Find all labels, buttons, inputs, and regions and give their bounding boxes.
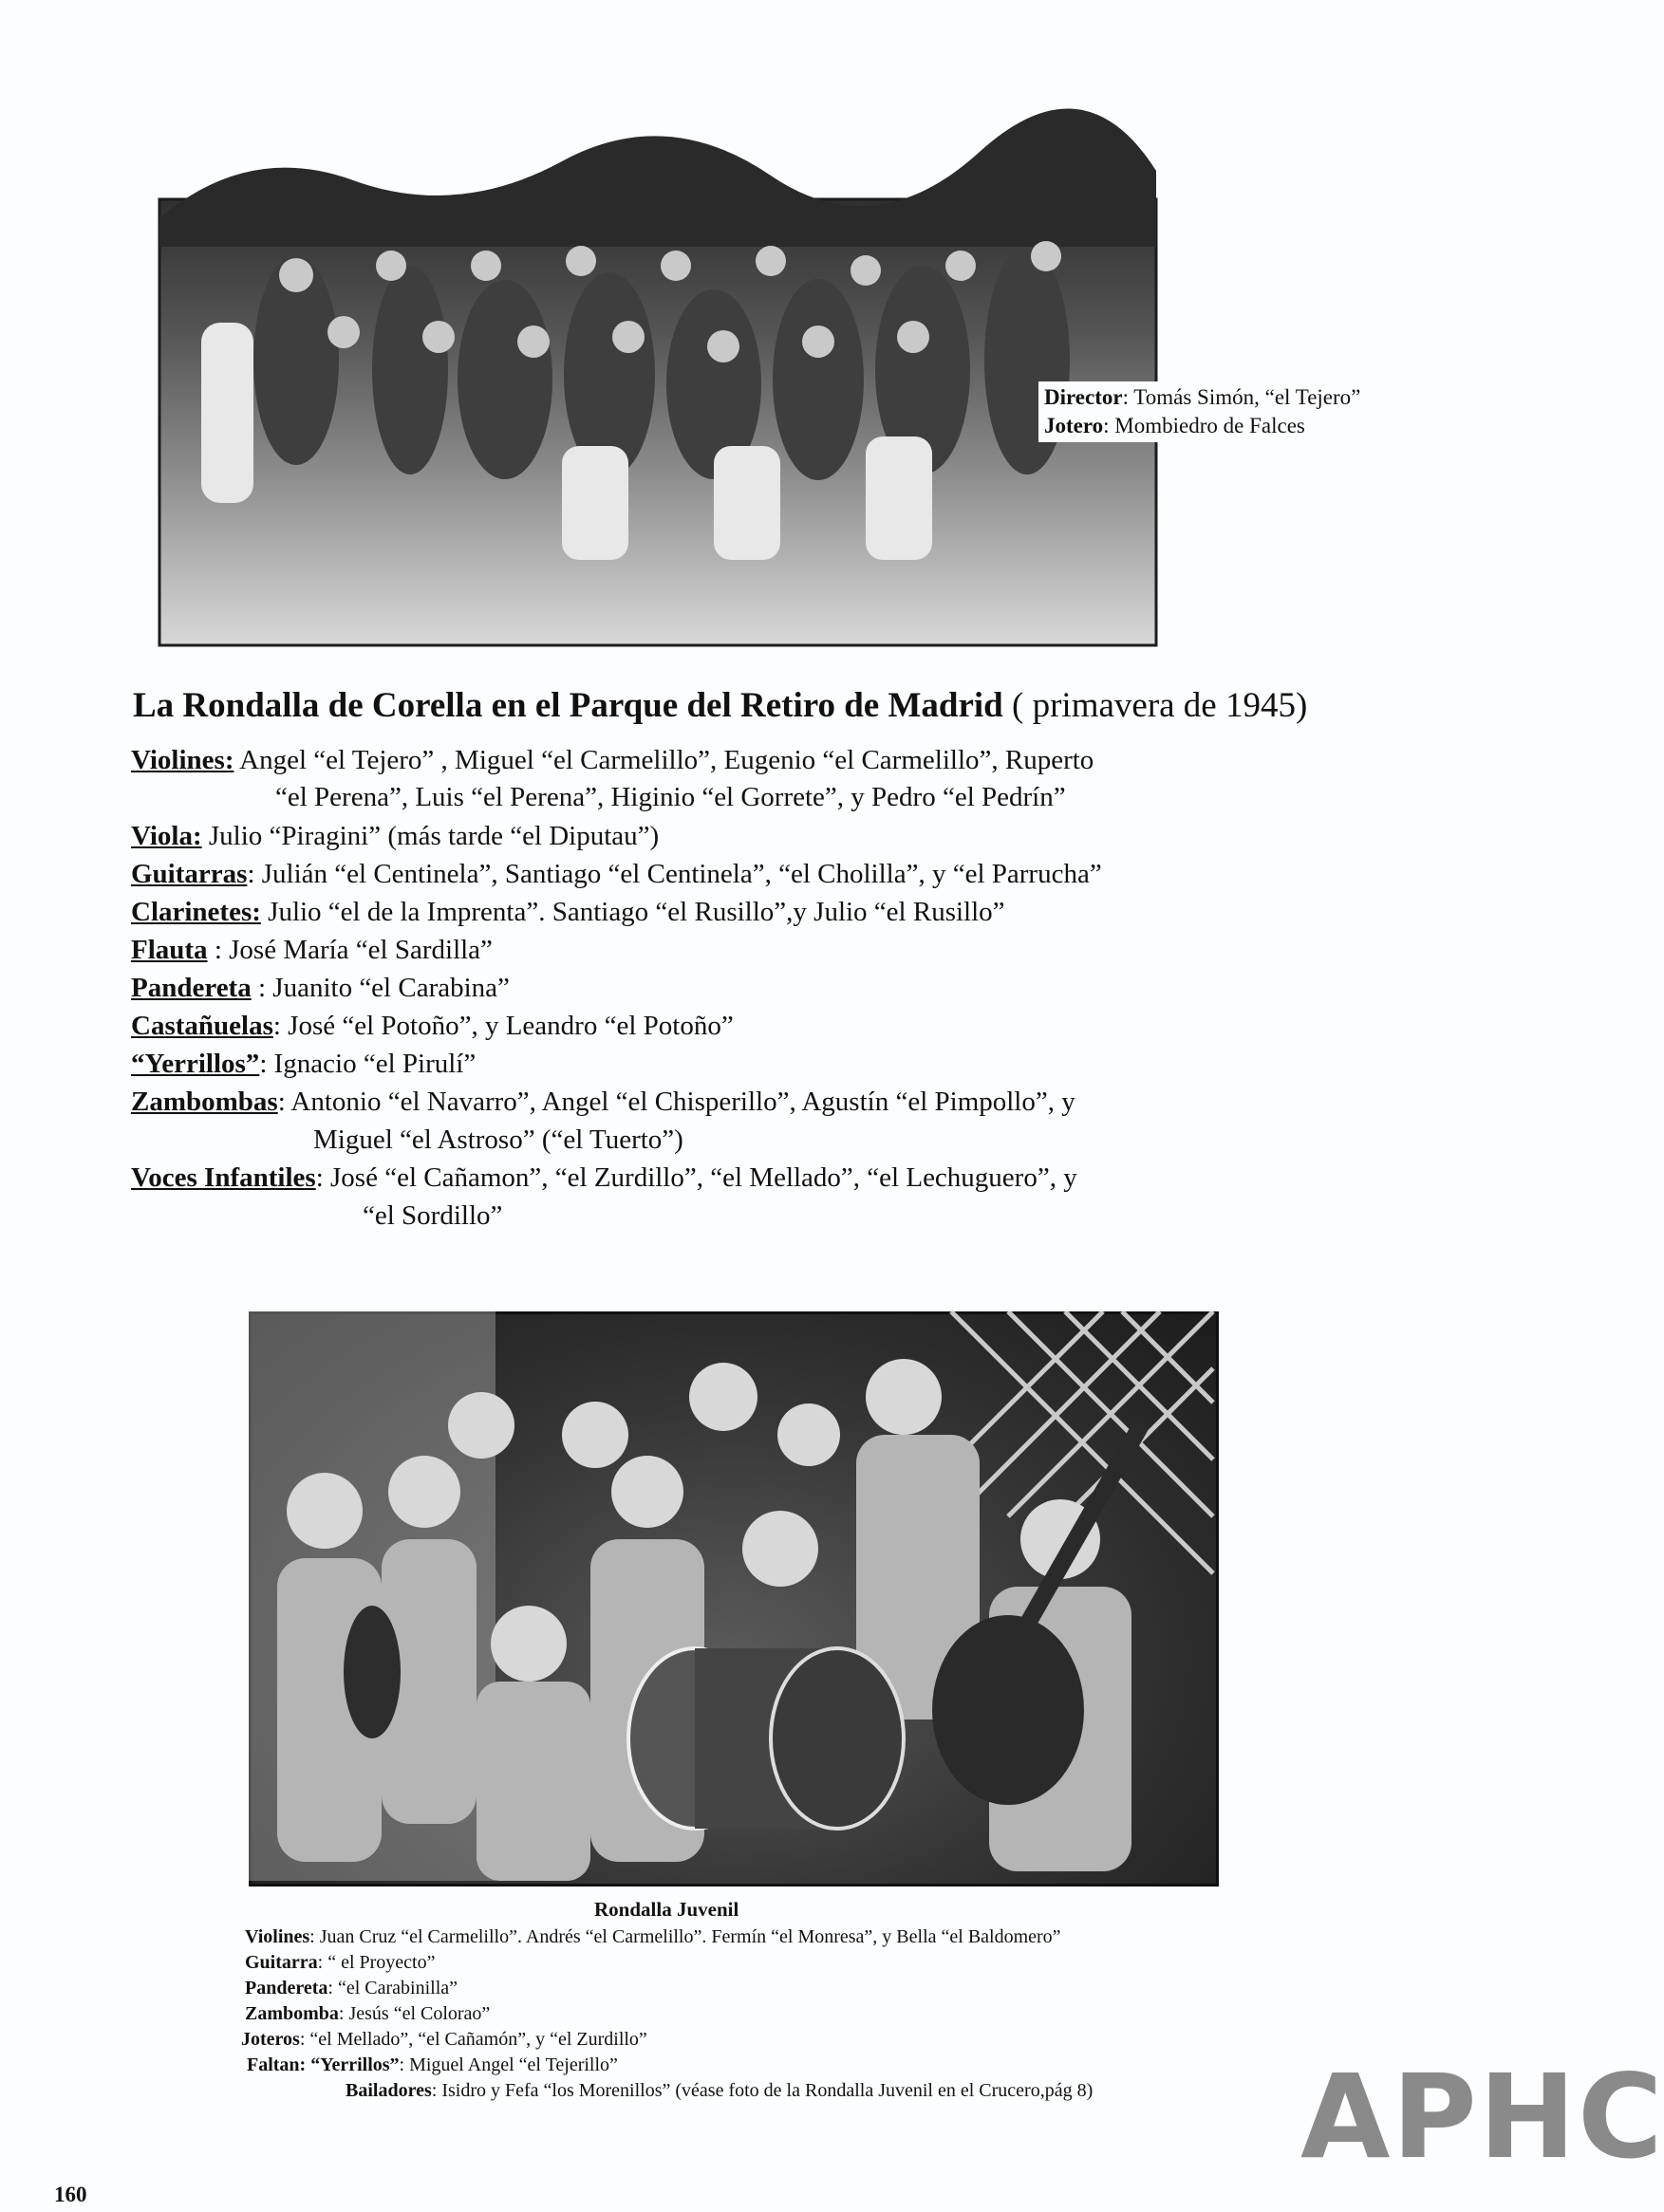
photo-rondalla-retiro-image (106, 85, 1169, 683)
page-title (133, 685, 1307, 726)
list-item-flauta: Flauta : José María “el Sardilla” (131, 935, 493, 965)
juvenil-line-zambomba: Zambomba: Jesús “el Colorao” (245, 2003, 491, 2024)
page-number: 160 (54, 2183, 87, 2206)
juvenil-line-bailadores: Bailadores: Isidro y Fefa “los Morenillos” (véase foto de la Rondalla Juvenil en el Crucero,pág 8) (346, 2080, 1094, 2101)
list-item-voces-cont: “el Sordillo” (363, 1200, 503, 1231)
watermark-logo: APHC (1300, 2050, 1664, 2184)
list-item-viola: Viola: Julio “Piragini” (más tarde “el Diputau”) (131, 821, 660, 851)
list-item-yerrillos: “Yerrillos”: Ignacio “el Pirulí” (131, 1049, 477, 1079)
title-text: La Rondalla de Corella en el Parque del Retiro de Madrid (133, 686, 1003, 725)
juvenil-line-faltan: Faltan: “Yerrillos”: Miguel Angel “el Tejerillo” (247, 2054, 618, 2075)
juvenil-line-guitarra: Guitarra: “ el Proyecto” (245, 1952, 436, 1973)
list-item-violines-cont: “el Perena”, Luis “el Perena”, Higinio “el Gorrete”, y Pedro “el Pedrín” (275, 782, 1066, 812)
photo-caption-title: Rondalla Juvenil (594, 1898, 739, 1921)
list-item-zambombas: Zambombas: Antonio “el Navarro”, Angel “el Chisperillo”, Agustín “el Pimpollo”, y (131, 1087, 1075, 1117)
title-date: ( primavera de 1945) (1012, 686, 1308, 725)
list-item-violines: Violines: Angel “el Tejero” , Miguel “el Carmelillo”, Eugenio “el Carmelillo”, Ruperto (131, 745, 1094, 775)
list-item-castanuelas: Castañuelas: José “el Potoño”, y Leandro “el Potoño” (131, 1011, 734, 1041)
list-item-pandereta: Pandereta : Juanito “el Carabina” (131, 973, 510, 1003)
photo-caption-director (1038, 381, 1366, 442)
juvenil-line-violines: Violines: Juan Cruz “el Carmelillo”. Andrés “el Carmelillo”. Fermín “el Monresa”, y Bella “el Baldomero” (245, 1926, 1061, 1947)
list-item-zambombas-cont: Miguel “el Astroso” (“el Tuerto”) (313, 1125, 683, 1155)
juvenil-line-pandereta: Pandereta: “el Carabinilla” (245, 1978, 458, 1998)
list-item-guitarras: Guitarras: Julián “el Centinela”, Santiago “el Centinela”, “el Cholilla”, y “el Parrucha” (131, 859, 1102, 889)
director-value: : Tomás Simón, “el Tejero” (1122, 385, 1361, 409)
juvenil-line-joteros: Joteros: “el Mellado”, “el Cañamón”, y “el Zurdillo” (241, 2029, 647, 2050)
jotero-value: : Mombiedro de Falces (1103, 414, 1305, 437)
list-item-voces-infantiles: Voces Infantiles: José “el Cañamon”, “el Zurdillo”, “el Mellado”, “el Lechuguero”, y (131, 1162, 1077, 1193)
director-label: Director (1044, 385, 1123, 409)
photo-rondalla-juvenil-image (249, 1311, 1213, 1881)
list-item-clarinetes: Clarinetes: Julio “el de la Imprenta”. Santiago “el Rusillo”,y Julio “el Rusillo” (131, 897, 1005, 927)
jotero-label: Jotero (1044, 414, 1104, 437)
